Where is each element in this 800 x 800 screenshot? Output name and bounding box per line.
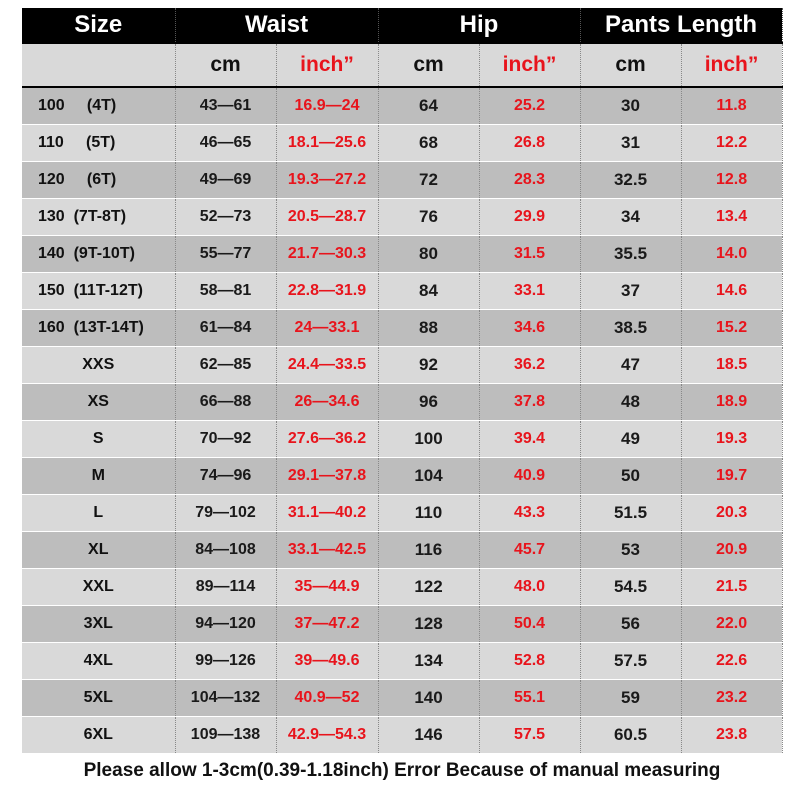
hip-inch-cell: 37.8 <box>479 384 580 421</box>
waist-inch-cell: 21.7—30.3 <box>276 236 378 273</box>
size-chart <box>22 8 782 782</box>
unit-length-inch: inch” <box>681 43 782 87</box>
header-waist: Waist <box>175 8 378 43</box>
waist-cm-cell: 43—61 <box>175 87 276 125</box>
length-cm-cell: 38.5 <box>580 310 681 347</box>
length-inch-cell: 18.9 <box>681 384 782 421</box>
length-inch-cell: 22.6 <box>681 643 782 680</box>
header-pants-length: Pants Length <box>580 8 782 43</box>
table-row <box>22 680 782 717</box>
hip-inch-cell: 34.6 <box>479 310 580 347</box>
hip-inch-cell: 29.9 <box>479 199 580 236</box>
waist-inch-cell: 35—44.9 <box>276 569 378 606</box>
waist-cm-cell: 70—92 <box>175 421 276 458</box>
hip-inch-cell: 26.8 <box>479 125 580 162</box>
table-row <box>22 273 782 310</box>
length-cm-cell: 47 <box>580 347 681 384</box>
table-row <box>22 606 782 643</box>
length-cm-cell: 30 <box>580 87 681 125</box>
waist-cm-cell: 55—77 <box>175 236 276 273</box>
size-cell: M <box>22 458 175 495</box>
table-row <box>22 532 782 569</box>
size-cell: 3XL <box>22 606 175 643</box>
table-row <box>22 236 782 273</box>
length-cm-cell: 34 <box>580 199 681 236</box>
length-inch-cell: 20.3 <box>681 495 782 532</box>
table-row <box>22 458 782 495</box>
waist-cm-cell: 58—81 <box>175 273 276 310</box>
hip-cm-cell: 96 <box>378 384 479 421</box>
waist-inch-cell: 26—34.6 <box>276 384 378 421</box>
hip-cm-cell: 146 <box>378 717 479 754</box>
table-row <box>22 310 782 347</box>
length-cm-cell: 59 <box>580 680 681 717</box>
table-row <box>22 199 782 236</box>
waist-inch-cell: 22.8—31.9 <box>276 273 378 310</box>
length-cm-cell: 56 <box>580 606 681 643</box>
hip-inch-cell: 50.4 <box>479 606 580 643</box>
hip-inch-cell: 43.3 <box>479 495 580 532</box>
unit-hip-cm: cm <box>378 43 479 87</box>
length-cm-cell: 31 <box>580 125 681 162</box>
size-cell: 120 (6T) <box>22 162 175 199</box>
waist-cm-cell: 74—96 <box>175 458 276 495</box>
waist-cm-cell: 79—102 <box>175 495 276 532</box>
size-cell: 130 (7T-8T) <box>22 199 175 236</box>
size-cell: 140 (9T-10T) <box>22 236 175 273</box>
size-cell: XS <box>22 384 175 421</box>
length-inch-cell: 11.8 <box>681 87 782 125</box>
hip-cm-cell: 128 <box>378 606 479 643</box>
length-inch-cell: 21.5 <box>681 569 782 606</box>
unit-length-cm: cm <box>580 43 681 87</box>
waist-cm-cell: 49—69 <box>175 162 276 199</box>
hip-inch-cell: 40.9 <box>479 458 580 495</box>
size-cell: 100 (4T) <box>22 87 175 125</box>
waist-cm-cell: 94—120 <box>175 606 276 643</box>
table-row <box>22 643 782 680</box>
hip-cm-cell: 104 <box>378 458 479 495</box>
length-cm-cell: 54.5 <box>580 569 681 606</box>
hip-inch-cell: 57.5 <box>479 717 580 754</box>
table-row <box>22 162 782 199</box>
length-inch-cell: 23.8 <box>681 717 782 754</box>
header-row <box>22 8 782 43</box>
hip-cm-cell: 84 <box>378 273 479 310</box>
length-inch-cell: 13.4 <box>681 199 782 236</box>
waist-inch-cell: 19.3—27.2 <box>276 162 378 199</box>
length-inch-cell: 20.9 <box>681 532 782 569</box>
length-cm-cell: 57.5 <box>580 643 681 680</box>
length-cm-cell: 50 <box>580 458 681 495</box>
size-cell: XXL <box>22 569 175 606</box>
hip-inch-cell: 48.0 <box>479 569 580 606</box>
unit-waist-inch: inch” <box>276 43 378 87</box>
hip-inch-cell: 39.4 <box>479 421 580 458</box>
size-cell: 150 (11T-12T) <box>22 273 175 310</box>
length-cm-cell: 35.5 <box>580 236 681 273</box>
length-inch-cell: 18.5 <box>681 347 782 384</box>
waist-inch-cell: 40.9—52 <box>276 680 378 717</box>
size-cell: 6XL <box>22 717 175 754</box>
hip-cm-cell: 116 <box>378 532 479 569</box>
size-cell: 110 (5T) <box>22 125 175 162</box>
length-inch-cell: 22.0 <box>681 606 782 643</box>
length-inch-cell: 23.2 <box>681 680 782 717</box>
hip-inch-cell: 25.2 <box>479 87 580 125</box>
waist-cm-cell: 84—108 <box>175 532 276 569</box>
hip-cm-cell: 110 <box>378 495 479 532</box>
table-row <box>22 384 782 421</box>
hip-cm-cell: 72 <box>378 162 479 199</box>
length-cm-cell: 48 <box>580 384 681 421</box>
hip-inch-cell: 52.8 <box>479 643 580 680</box>
hip-inch-cell: 28.3 <box>479 162 580 199</box>
unit-hip-inch: inch” <box>479 43 580 87</box>
measurement-note: Please allow 1-3cm(0.39-1.18inch) Error Because of manual measuring <box>83 760 721 781</box>
size-cell: 4XL <box>22 643 175 680</box>
table-row <box>22 347 782 384</box>
size-cell: S <box>22 421 175 458</box>
waist-inch-cell: 20.5—28.7 <box>276 199 378 236</box>
table-row <box>22 569 782 606</box>
hip-inch-cell: 45.7 <box>479 532 580 569</box>
waist-cm-cell: 109—138 <box>175 717 276 754</box>
hip-inch-cell: 33.1 <box>479 273 580 310</box>
waist-inch-cell: 24.4—33.5 <box>276 347 378 384</box>
waist-cm-cell: 99—126 <box>175 643 276 680</box>
length-inch-cell: 15.2 <box>681 310 782 347</box>
waist-inch-cell: 37—47.2 <box>276 606 378 643</box>
length-cm-cell: 32.5 <box>580 162 681 199</box>
length-cm-cell: 49 <box>580 421 681 458</box>
length-inch-cell: 14.0 <box>681 236 782 273</box>
waist-inch-cell: 31.1—40.2 <box>276 495 378 532</box>
table-row <box>22 717 782 754</box>
waist-inch-cell: 16.9—24 <box>276 87 378 125</box>
waist-cm-cell: 66—88 <box>175 384 276 421</box>
length-inch-cell: 14.6 <box>681 273 782 310</box>
length-inch-cell: 12.2 <box>681 125 782 162</box>
waist-cm-cell: 52—73 <box>175 199 276 236</box>
hip-cm-cell: 64 <box>378 87 479 125</box>
hip-inch-cell: 55.1 <box>479 680 580 717</box>
length-cm-cell: 37 <box>580 273 681 310</box>
waist-inch-cell: 27.6—36.2 <box>276 421 378 458</box>
hip-inch-cell: 36.2 <box>479 347 580 384</box>
hip-inch-cell: 31.5 <box>479 236 580 273</box>
waist-cm-cell: 104—132 <box>175 680 276 717</box>
length-cm-cell: 53 <box>580 532 681 569</box>
hip-cm-cell: 100 <box>378 421 479 458</box>
size-cell: 160 (13T-14T) <box>22 310 175 347</box>
table-row <box>22 125 782 162</box>
size-cell: XXS <box>22 347 175 384</box>
hip-cm-cell: 92 <box>378 347 479 384</box>
hip-cm-cell: 76 <box>378 199 479 236</box>
hip-cm-cell: 140 <box>378 680 479 717</box>
hip-cm-cell: 134 <box>378 643 479 680</box>
waist-inch-cell: 29.1—37.8 <box>276 458 378 495</box>
size-cell: 5XL <box>22 680 175 717</box>
length-inch-cell: 19.3 <box>681 421 782 458</box>
waist-inch-cell: 18.1—25.6 <box>276 125 378 162</box>
waist-cm-cell: 46—65 <box>175 125 276 162</box>
table-row <box>22 87 782 125</box>
waist-inch-cell: 39—49.6 <box>276 643 378 680</box>
size-cell: XL <box>22 532 175 569</box>
length-inch-cell: 19.7 <box>681 458 782 495</box>
waist-inch-cell: 42.9—54.3 <box>276 717 378 754</box>
unit-blank <box>22 43 175 87</box>
length-cm-cell: 60.5 <box>580 717 681 754</box>
unit-waist-cm: cm <box>175 43 276 87</box>
waist-inch-cell: 33.1—42.5 <box>276 532 378 569</box>
hip-cm-cell: 122 <box>378 569 479 606</box>
waist-cm-cell: 89—114 <box>175 569 276 606</box>
hip-cm-cell: 80 <box>378 236 479 273</box>
table-row <box>22 421 782 458</box>
hip-cm-cell: 88 <box>378 310 479 347</box>
waist-cm-cell: 61—84 <box>175 310 276 347</box>
size-cell: L <box>22 495 175 532</box>
length-cm-cell: 51.5 <box>580 495 681 532</box>
waist-inch-cell: 24—33.1 <box>276 310 378 347</box>
size-table <box>22 8 783 754</box>
unit-row <box>22 43 782 87</box>
table-row <box>22 495 782 532</box>
waist-cm-cell: 62—85 <box>175 347 276 384</box>
hip-cm-cell: 68 <box>378 125 479 162</box>
header-hip: Hip <box>378 8 580 43</box>
header-size: Size <box>22 8 175 43</box>
length-inch-cell: 12.8 <box>681 162 782 199</box>
